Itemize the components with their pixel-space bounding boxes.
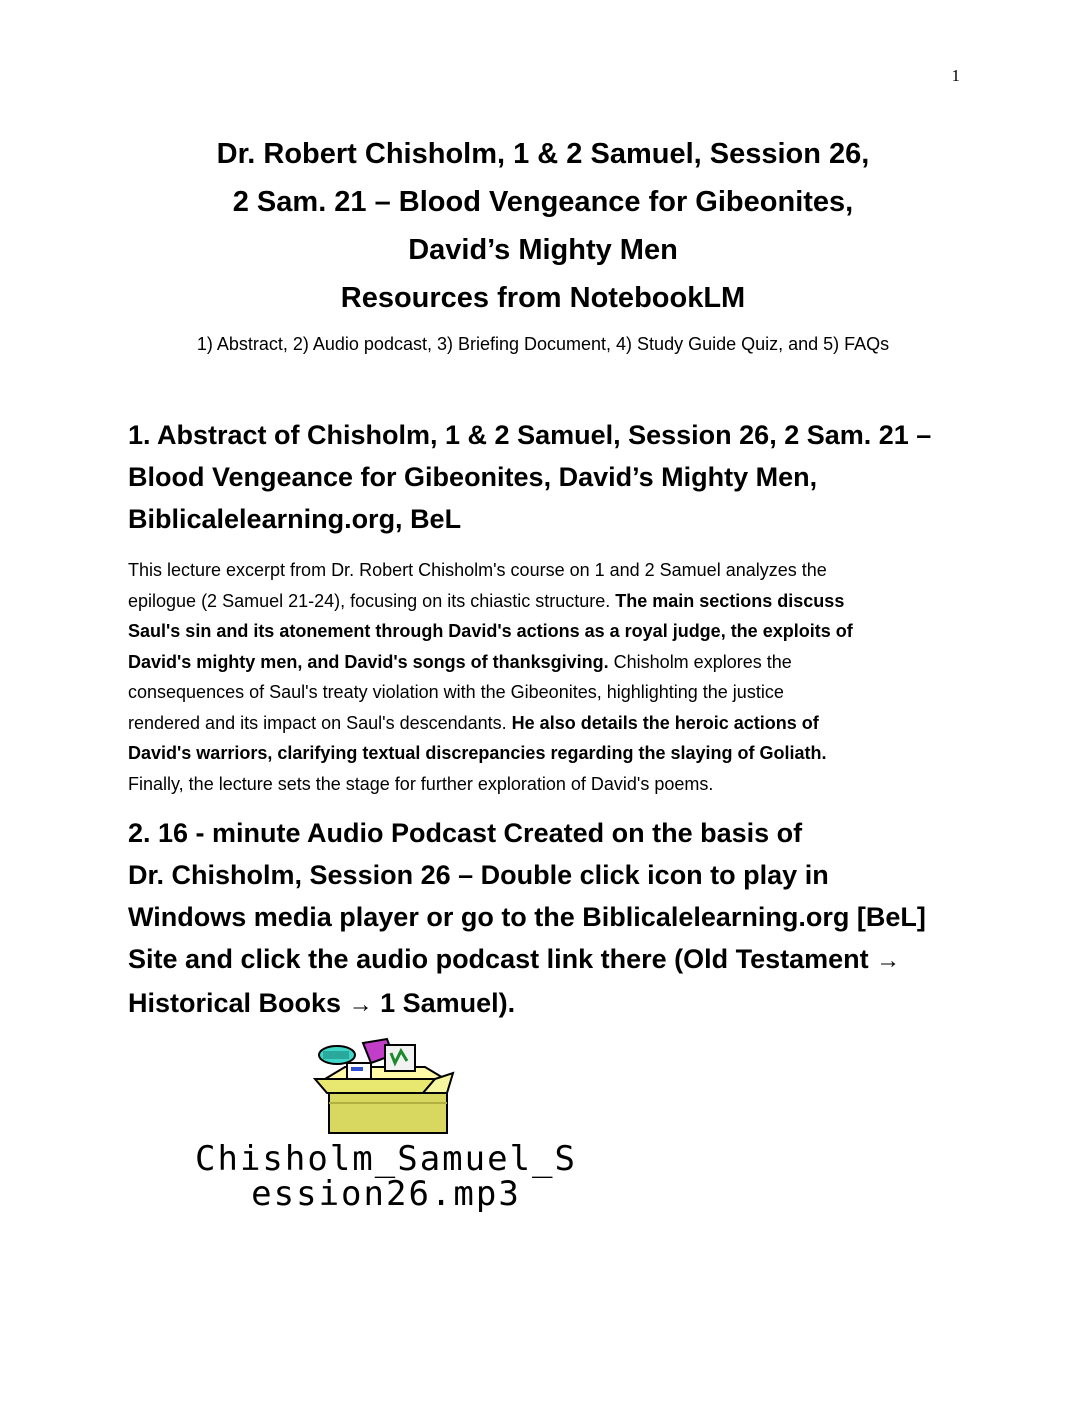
abstract-line-5 — [128, 677, 958, 708]
podcast-heading-line-3: Windows media player or go to the Biblicalelearning.org [BeL] — [128, 902, 926, 932]
audio-file-name-line-1: Chisholm_Samuel_S — [195, 1139, 577, 1179]
abstract-heading-line-3: Biblicalelearning.org, BeL — [128, 504, 462, 534]
abstract-text: rendered and its impact on Saul's descendants. — [128, 712, 512, 733]
podcast-text: Historical Books — [128, 988, 349, 1018]
abstract-bold-text: The main sections discuss — [615, 590, 845, 611]
title-line-4: Resources from NotebookLM — [340, 282, 746, 314]
podcast-heading-line-5 — [128, 982, 958, 1026]
abstract-bold-text: David's mighty men, and David's songs of thanksgiving. — [128, 651, 609, 672]
abstract-body — [128, 555, 958, 799]
podcast-text: Site and click the audio podcast link there (Old Testament — [128, 944, 877, 974]
abstract-text: Chisholm explores the — [608, 651, 792, 672]
podcast-text: 1 Samuel). — [372, 988, 516, 1018]
abstract-text: This lecture excerpt from Dr. Robert Chisholm's course on 1 and 2 Samuel analyzes the — [128, 560, 827, 580]
title-line-3: David’s Mighty Men — [408, 234, 678, 266]
abstract-line-8 — [128, 769, 958, 800]
abstract-line-2 — [128, 586, 958, 617]
audio-file-name[interactable] — [128, 1139, 644, 1214]
resource-list: 1) Abstract, 2) Audio podcast, 3) Briefing Document, 4) Study Guide Quiz, and 5) FAQs — [196, 334, 890, 354]
podcast-heading — [128, 812, 958, 1026]
abstract-bold-text: He also details the heroic actions of — [511, 712, 819, 733]
abstract-heading-line-1: 1. Abstract of Chisholm, 1 & 2 Samuel, Session 26, 2 Sam. 21 – — [128, 420, 932, 450]
right-arrow-icon: → — [876, 947, 901, 974]
abstract-text: epilogue (2 Samuel 21-24), focusing on its chiastic structure. — [128, 590, 616, 611]
podcast-heading-line-4 — [128, 938, 958, 982]
abstract-heading-line-2: Blood Vengeance for Gibeonites, David’s Mighty Men, — [128, 462, 818, 492]
abstract-line-4 — [128, 647, 958, 678]
document-title — [128, 130, 958, 322]
right-arrow-icon: → — [348, 991, 373, 1018]
abstract-line-7 — [128, 738, 958, 769]
page-number: 1 — [951, 66, 960, 85]
media-package-icon[interactable] — [305, 1037, 455, 1137]
title-line-1: Dr. Robert Chisholm, 1 & 2 Samuel, Session 26, — [216, 138, 870, 170]
abstract-text: Finally, the lecture sets the stage for further exploration of David's poems. — [128, 773, 714, 794]
abstract-line-6 — [128, 708, 958, 739]
audio-file-name-line-2: ession26.mp3 — [251, 1174, 521, 1214]
abstract-line-1 — [128, 555, 958, 586]
title-line-2: 2 Sam. 21 – Blood Vengeance for Gibeonites, — [232, 186, 854, 218]
abstract-text: consequences of Saul's treaty violation with the Gibeonites, highlighting the justice — [128, 682, 784, 702]
abstract-line-3 — [128, 616, 958, 647]
abstract-bold-text: David's warriors, clarifying textual discrepancies regarding the slaying of Goliath. — [128, 743, 827, 763]
podcast-heading-line-1: 2. 16 - minute Audio Podcast Created on the basis of — [128, 818, 803, 848]
podcast-heading-line-2: Dr. Chisholm, Session 26 – Double click icon to play in — [128, 860, 829, 890]
abstract-bold-text: Saul's sin and its atonement through David's actions as a royal judge, the exploits of — [128, 621, 853, 641]
abstract-heading — [128, 414, 958, 540]
